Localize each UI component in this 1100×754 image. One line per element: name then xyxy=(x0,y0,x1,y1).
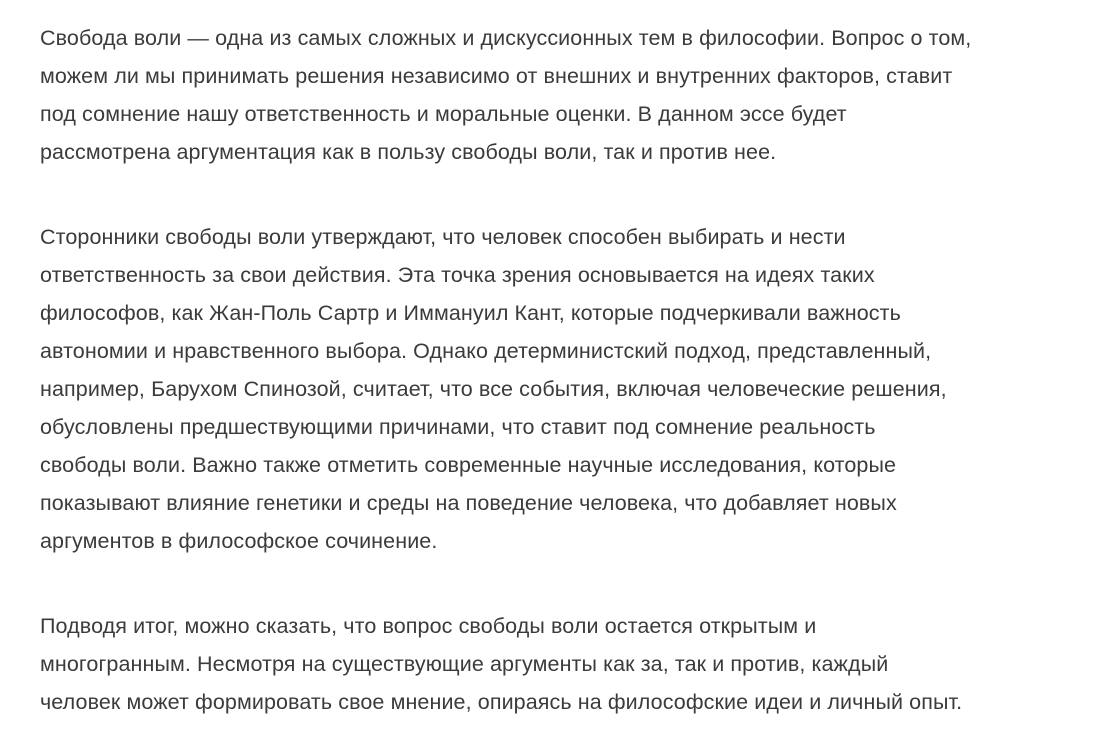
text-line: показывают влияние генетики и среды на поведение человека, что добавляет новых xyxy=(40,491,897,515)
text-line: ответственность за свои действия. Эта точка зрения основывается на идеях таких xyxy=(40,263,875,287)
text-line: можем ли мы принимать решения независимо от внешних и внутренних факторов, ставит xyxy=(40,64,953,88)
text-line: Свобода воли — одна из самых сложных и дискуссионных тем в философии. Вопрос о том, xyxy=(40,26,972,50)
paragraph-conclusion xyxy=(40,607,1070,721)
text-line: автономии и нравственного выбора. Однако детерминистский подход, представленный, xyxy=(40,339,932,363)
text-line: под сомнение нашу ответственность и моральные оценки. В данном эссе будет xyxy=(40,102,847,126)
paragraph-intro xyxy=(40,19,1070,171)
text-line: аргументов в философское сочинение. xyxy=(40,529,438,553)
text-line: многогранным. Несмотря на существующие аргументы как за, так и против, каждый xyxy=(40,652,889,676)
text-line: свободы воли. Важно также отметить современные научные исследования, которые xyxy=(40,453,897,477)
text-line: человек может формировать свое мнение, опираясь на философские идеи и личный опыт. xyxy=(40,690,963,714)
text-line: рассмотрена аргументация как в пользу свободы воли, так и против нее. xyxy=(40,140,777,164)
paragraph-body xyxy=(40,218,1070,560)
text-line: Сторонники свободы воли утверждают, что человек способен выбирать и нести xyxy=(40,225,846,249)
text-line: философов, как Жан-Поль Сартр и Иммануил Кант, которые подчеркивали важность xyxy=(40,301,901,325)
text-line: Подводя итог, можно сказать, что вопрос свободы воли остается открытым и xyxy=(40,614,817,638)
text-line: например, Барухом Спинозой, считает, что все события, включая человеческие решения, xyxy=(40,377,947,401)
text-line: обусловлены предшествующими причинами, что ставит под сомнение реальность xyxy=(40,415,876,439)
